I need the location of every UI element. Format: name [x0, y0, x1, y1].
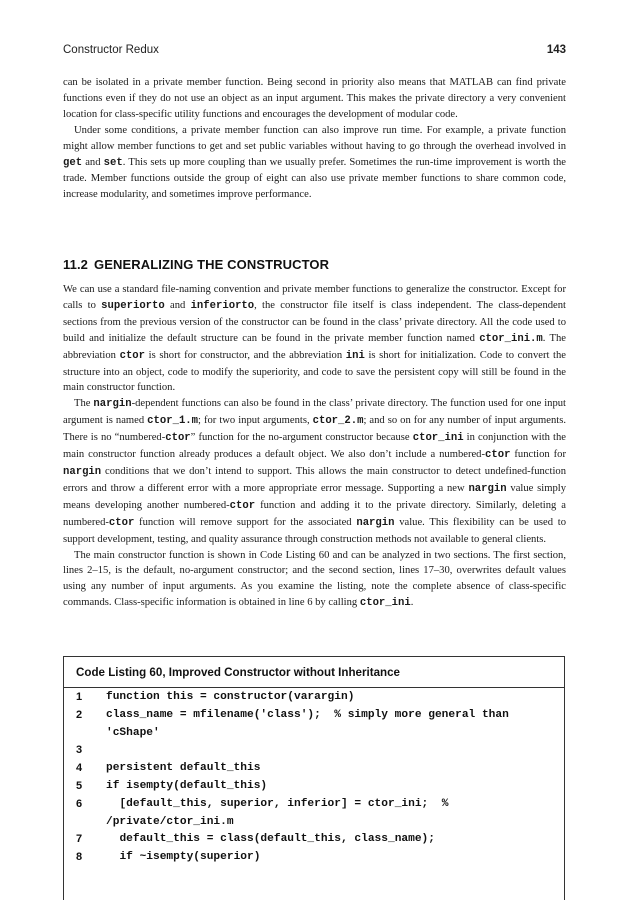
line-code: [default_this, superior, inferior] = ctor_ini; % /private/ctor_ini.m [106, 797, 456, 828]
code-ctor: ctor [119, 349, 146, 362]
code-lines [76, 689, 556, 867]
code-ini: ini [345, 349, 365, 362]
line-code: function this = constructor(varargin) [106, 691, 355, 703]
code-ctor: ctor [165, 432, 191, 445]
code-nargin: nargin [93, 398, 132, 411]
code-listing-box [63, 656, 565, 900]
code-ctor-ini-m: ctor_ini.m [479, 332, 543, 345]
intro-text [63, 75, 566, 203]
code-inferiorto: inferiorto [190, 299, 255, 312]
code-nargin: nargin [468, 482, 507, 495]
line-number: 5 [76, 779, 83, 792]
code-line [76, 760, 556, 778]
code-line [76, 849, 556, 867]
line-code: default_this = class(default_this, class_name); [106, 833, 435, 846]
code-superiorto: superiorto [101, 299, 165, 312]
code-ctor: ctor [229, 499, 256, 512]
line-code: persistent default_this [106, 762, 261, 775]
running-head [63, 44, 566, 60]
listing-title: Code Listing 60, Improved Constructor without Inheritance [76, 666, 401, 679]
line-code: if ~isempty(superior) [106, 851, 261, 864]
body-paragraph-3: The main constructor function is shown in Code Listing 60 and can be analyzed in two sections. The first section, lines 2–15, is the default, no-argument constructor; and the second section, lines 17–30, overwrites default values using any number of input arguments. As you examine the listing, note the complete absence of class-specific commands. Class-specific information is obtained in line 6 by calling ctor_ini. [63, 549, 566, 610]
code-line [76, 689, 556, 707]
line-number: 3 [76, 744, 83, 757]
code-nargin: nargin [63, 465, 102, 478]
code-ctor: ctor [108, 516, 135, 529]
intro-paragraph-2: Under some conditions, a private member function can also improve run time. For example, a private function might allow member functions to get and set public variables without having to go through the overhead involved in get and set. This sets up more coupling than we usually prefer. Sometimes the run-time improvement is worth the trade. Member functions outside the group of eight can also use private member functions to share common code, increase modularity, and sometimes improve performance. [63, 124, 566, 201]
body-paragraph-1: We can use a standard file-naming convention and private member functions to generalize the constructor. Except for calls to superiorto and inferiorto, the constructor file itself is class independent. The class-dependent sections from the previous version of the constructor can be found in the class’ private directory. All the code used to build and initialize the default structure can be found in the private member function named ctor_ini.m. The abbreviation ctor is short for constructor, and the abbreviation ini is short for initialization. Code to convert the structure into an object, code to modify the superiority, and code to save the persistent copy will still be found in the main constructor function. [63, 284, 567, 394]
line-number: 8 [76, 851, 83, 864]
code-ctor-1-m: ctor_1.m [147, 415, 199, 428]
line-number: 2 [76, 708, 83, 721]
page-number: 143 [546, 44, 566, 56]
body-paragraph-2: The nargin-dependent functions can also be found in the class’ private directory. The function used for one input argument is named ctor_1.m; for two input arguments, ctor_2.m; and so on for any number of input arguments. There is no “numbered-ctor” function for the no-argument constructor because ctor_ini in conjunction with the main constructor function already produces a default object. We also don’t include a numbered-ctor function for nargin conditions that we don’t intend to support. This allows the main constructor to detect undefined-function errors and throw a different error with a more appropriate error message. Supporting a new nargin value simply means developing another numbered-ctor function and adding it to the private directory. Similarly, deleting a numbered-ctor function will remove support for the associated nargin value. This flexibility can be used to support development, testing, and quality assurance through construction methods not available to general clients. [63, 398, 566, 545]
section-heading [63, 257, 329, 272]
line-code: class_name = mfilename('class'); % simply more general than 'cShape' [106, 708, 516, 739]
code-line [76, 778, 556, 796]
line-code [106, 742, 556, 760]
body-text [63, 282, 566, 612]
line-number: 4 [76, 762, 83, 775]
section-title: GENERALIZING THE CONSTRUCTOR [94, 257, 330, 272]
code-ctor-ini: ctor_ini [412, 432, 464, 445]
line-number: 6 [76, 797, 83, 810]
code-line [76, 742, 556, 760]
line-number: 7 [76, 833, 83, 846]
code-nargin: nargin [356, 516, 395, 529]
section-number: 11.2 [63, 257, 88, 272]
code-ctor: ctor [485, 449, 511, 462]
line-number: 1 [76, 691, 83, 703]
code-line [76, 707, 556, 743]
code-line [76, 831, 556, 849]
listing-divider [64, 687, 564, 688]
line-code: if isempty(default_this) [106, 779, 268, 792]
code-ctor-2-m: ctor_2.m [312, 415, 364, 428]
code-ctor-ini: ctor_ini [359, 597, 411, 610]
intro-paragraph-1: can be isolated in a private member function. Being second in priority also means that MATLAB can find private functions even if they do not use an object as an input argument. This makes the private directory a very convenient location for class-specific utility functions and encourages the development of modular code. [63, 77, 566, 120]
code-set: set [103, 156, 123, 169]
code-line [76, 796, 556, 832]
code-get: get [63, 156, 83, 169]
chapter-title: Constructor Redux [63, 44, 159, 56]
